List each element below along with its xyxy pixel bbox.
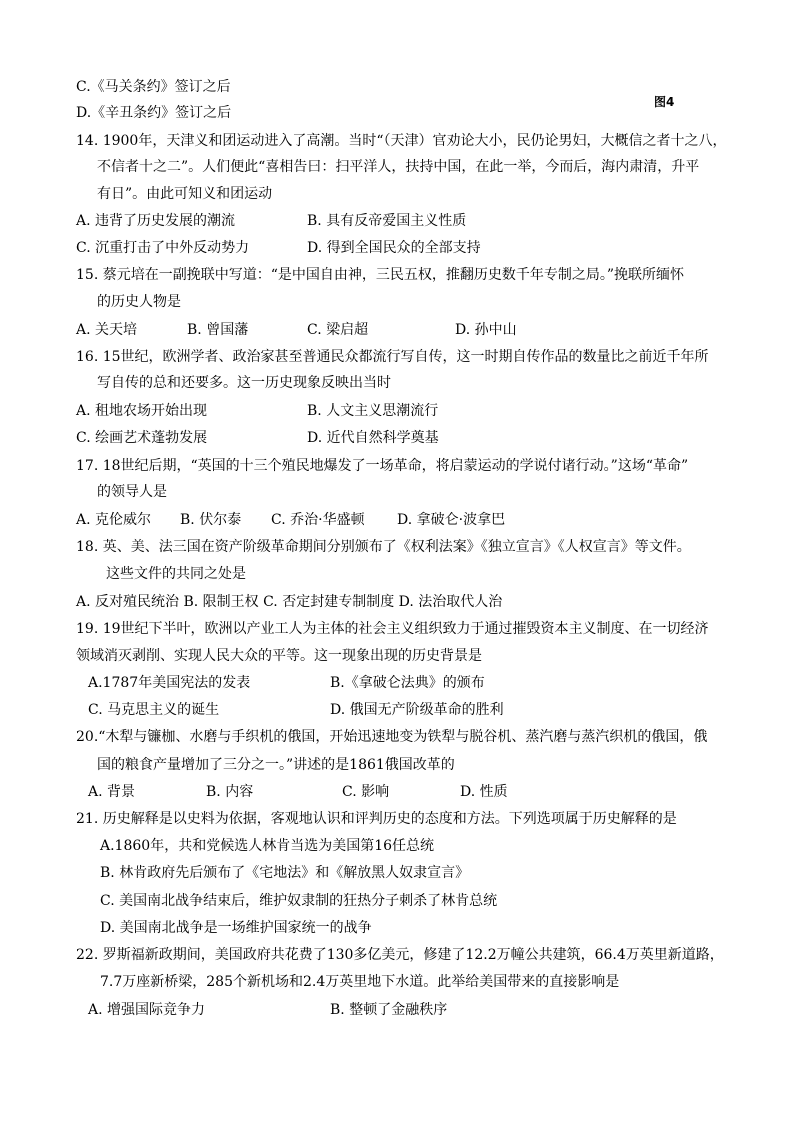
q22-option-a: A. 增强国际竞争力 [88, 1002, 206, 1018]
q19-option-b: B.《拿破仑法典》的颁布 [330, 675, 485, 691]
q14-stem-line-1: 14. 1900年，天津义和团运动进入了高潮。当时“（天津）官劝论大小，民仍论男妇，大概信之者十之八， [76, 133, 727, 149]
q15-stem-line-2: 的历史人物是 [97, 294, 181, 310]
q14-option-d: D. 得到全国民众的全部支持 [307, 240, 481, 256]
q21-option-d: D. 美国南北战争是一场维护国家统一的战争 [100, 920, 372, 936]
q22-stem-line-2: 7.7万座新桥梁，285个新机场和2.4万英里地下水道。此举给美国带来的直接影响是 [100, 974, 620, 990]
q17-option-b: B. 伏尔泰 [180, 512, 242, 528]
prev-option-c: C.《马关条约》签订之后 [76, 79, 231, 95]
q19-option-a: A.1787年美国宪法的发表 [88, 675, 251, 691]
q18-stem-line-1: 18. 英、美、法三国在资产阶级革命期间分别颁布了《权利法案》《独立宣言》《人权宣言》等文件。 [76, 539, 691, 555]
q16-option-a: A. 租地农场开始出现 [76, 403, 208, 419]
q20-stem-line-2: 国的粮食产量增加了三分之一。”讲述的是1861俄国改革的 [97, 757, 455, 773]
q16-option-c: C. 绘画艺术蓬勃发展 [76, 430, 208, 446]
q17-option-c: C. 乔治·华盛顿 [271, 512, 365, 528]
q20-stem-line-1: 20.“木犁与镰枷、水磨与手织机的俄国，开始迅速地变为铁犁与脱谷机、蒸汽磨与蒸汽织机的俄国，俄 [76, 729, 708, 745]
q20-option-b: B. 内容 [206, 784, 254, 800]
q18-stem-line-2: 这些文件的共同之处是 [106, 566, 246, 582]
q14-option-b: B. 具有反帝爱国主义性质 [307, 213, 467, 229]
q14-option-c: C. 沉重打击了中外反动势力 [76, 240, 250, 256]
q15-option-a: A. 关天培 [76, 322, 138, 338]
q22-option-b: B. 整顿了金融秩序 [330, 1002, 448, 1018]
q20-option-d: D. 性质 [460, 784, 508, 800]
q17-stem-line-1: 17. 18世纪后期，“英国的十三个殖民地爆发了一场革命，将启蒙运动的学说付诸行动。”这场“革命” [76, 458, 689, 474]
q17-option-a: A. 克伦威尔 [76, 512, 152, 528]
q16-option-d: D. 近代自然科学奠基 [307, 430, 439, 446]
figure-label: 图4 [654, 95, 675, 109]
q14-stem-line-3: 有日”。由此可知义和团运动 [97, 186, 273, 202]
prev-option-d: D.《辛丑条约》签订之后 [76, 105, 232, 121]
q16-stem-line-1: 16. 15世纪，欧洲学者、政治家甚至普通民众都流行写自传，这一时期自传作品的数量比之前近千年所 [76, 349, 709, 365]
q22-stem-line-1: 22. 罗斯福新政期间，美国政府共花费了130多亿美元，修建了12.2万幢公共建筑，66.4万英里新道路， [76, 947, 724, 963]
q19-option-c: C. 马克思主义的诞生 [88, 702, 220, 718]
q21-option-c: C. 美国南北战争结束后，维护奴隶制的狂热分子刺杀了林肯总统 [100, 893, 498, 909]
q20-option-c: C. 影响 [342, 784, 390, 800]
q16-stem-line-2: 写自传的总和还要多。这一历史现象反映出当时 [97, 375, 391, 391]
q15-option-d: D. 孙中山 [455, 322, 517, 338]
q17-stem-line-2: 的领导人是 [97, 484, 167, 500]
q19-stem-line-2: 领域消灭剥削、实现人民大众的平等。这一现象出现的历史背景是 [76, 648, 482, 664]
q21-stem-line-1: 21. 历史解释是以史料为依据，客观地认识和评判历史的态度和方法。下列选项属于历史解释的是 [76, 811, 677, 827]
q18-options: A. 反对殖民统治 B. 限制王权 C. 否定封建专制制度 D. 法治取代人治 [76, 594, 503, 610]
q14-stem-line-2: 不信者十之二”。人们便此“喜相告曰：扫平洋人，扶持中国，在此一举，今而后，海内肃清，升平 [97, 159, 700, 175]
q15-option-b: B. 曾国藩 [187, 322, 249, 338]
q19-option-d: D. 俄国无产阶级革命的胜利 [330, 702, 504, 718]
q20-option-a: A. 背景 [88, 784, 136, 800]
q21-option-b: B. 林肯政府先后颁布了《宅地法》和《解放黑人奴隶宣言》 [100, 865, 470, 881]
q14-option-a: A. 违背了历史发展的潮流 [76, 213, 236, 229]
q15-stem-line-1: 15. 蔡元培在一副挽联中写道：“是中国自由神，三民五权，推翻历史数千年专制之局。”挽联所缅怀 [76, 267, 685, 283]
q17-option-d: D. 拿破仑·波拿巴 [397, 512, 506, 528]
q15-option-c: C. 梁启超 [307, 322, 369, 338]
q19-stem-line-1: 19. 19世纪下半叶，欧洲以产业工人为主体的社会主义组织致力于通过摧毁资本主义制度、在一切经济 [76, 621, 709, 637]
q21-option-a: A.1860年，共和党候选人林肯当选为美国第16任总统 [100, 838, 435, 854]
q16-option-b: B. 人文主义思潮流行 [307, 403, 439, 419]
